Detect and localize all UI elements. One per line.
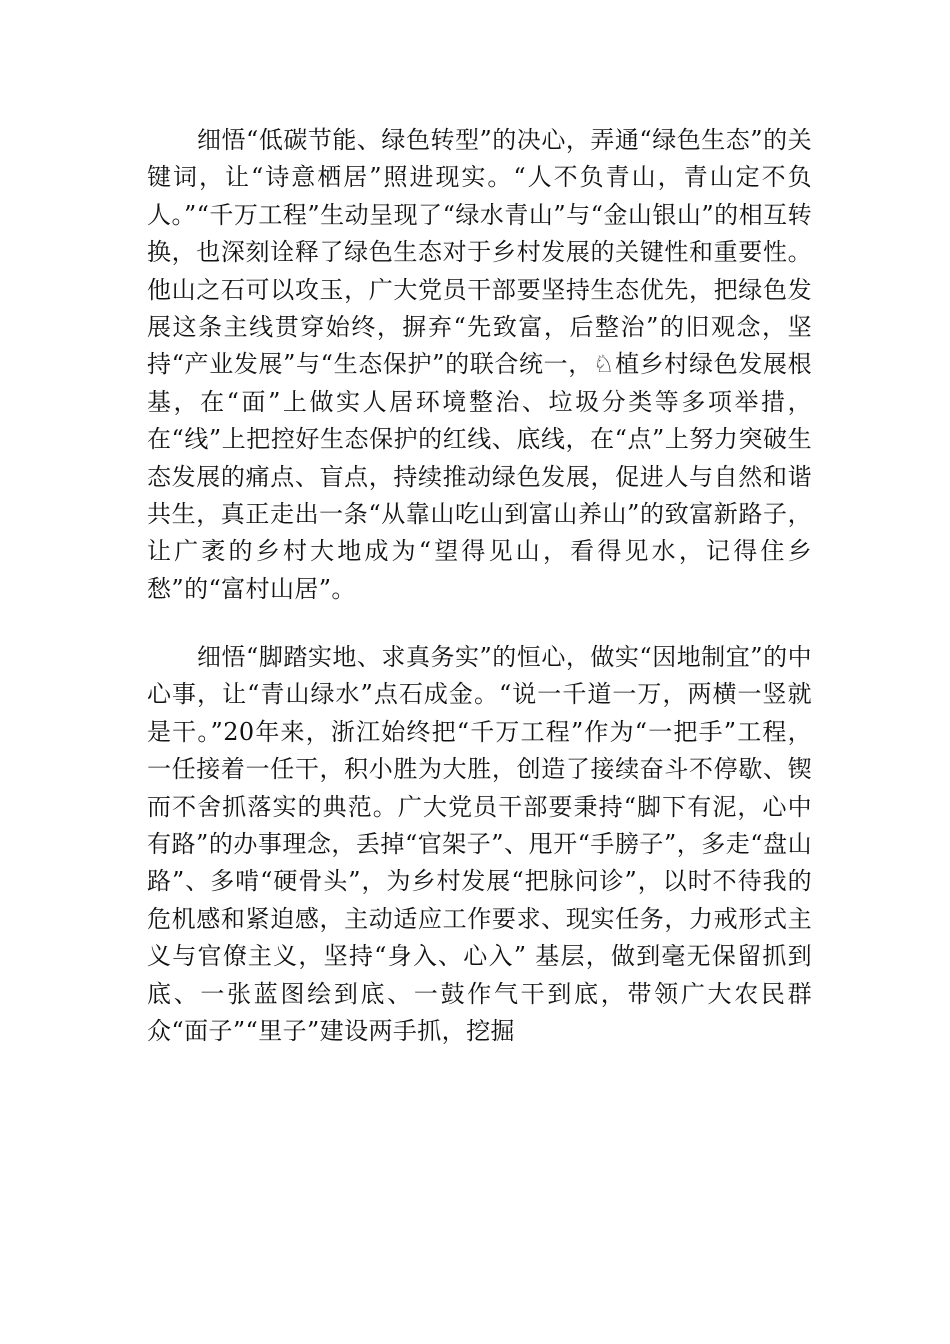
body-paragraph-1: 细悟“低碳节能、绿色转型”的决心，弄通“绿色生态”的关键词，让“诗意栖居”照进现实。“人不负青山，青山定不负人。”“千万工程”生动呈现了“绿水青山”与“金山银山”的相互转换，也深刻诠释了绿色生态对于乡村发展的关键性和重要性。他山之石可以攻玉，广大党员干部要坚持生态优先，把绿色发展这条主线贯穿始终，摒弃“先致富，后整治”的旧观念，坚持“产业发展”与“生态保护”的联合统一，♘植乡村绿色发展根基，在“面”上做实人居环境整治、垃圾分类等多项举措，在“线”上把控好生态保护的红线、底线，在“点”上努力突破生态发展的痛点、盲点，持续推动绿色发展，促进人与自然和谐共生，真正走出一条“从靠山吃山到富山养山”的致富新路子，让广袤的乡村大地成为“望得见山，看得见水，记得住乡愁”的“富村山居”。 [147,126,812,603]
body-paragraph-2: 细悟“脚踏实地、求真务实”的恒心，做实“因地制宜”的中心事，让“青山绿水”点石成金。“说一千道一万，两横一竖就是干。”20年来，浙江始终把“千万工程”作为“一把手”工程，一任接着一任干，积小胜为大胜，创造了接续奋斗不停歇、锲而不舍抓落实的典范。广大党员干部要秉持“脚下有泥，心中有路”的办事理念，丢掉“官架子”、甩开“手膀子”，多走“盘山路”、多啃“硬骨头”，为乡村发展“把脉问诊”，以时不待我的危机感和紧迫感，主动适应工作要求、现实任务，力戒形式主义与官僚主义，坚持“身入、心入” 基层，做到毫无保留抓到底、一张蓝图绘到底、一鼓作气干到底，带领广大农民群众“面子”“里子”建设两手抓，挖掘 [147,643,812,1046]
